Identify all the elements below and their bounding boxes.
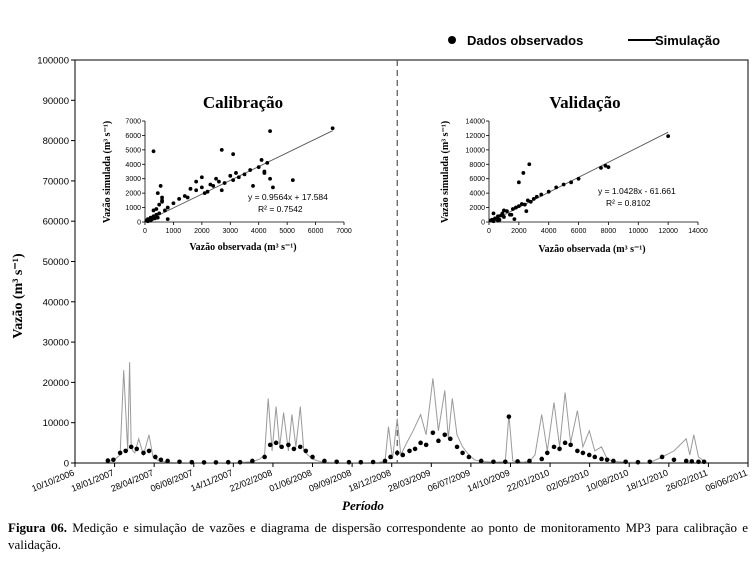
observed-point — [118, 451, 123, 456]
observed-point — [129, 445, 134, 450]
inset-calibration-scatter-point — [189, 187, 193, 191]
observed-point — [424, 443, 429, 448]
inset-calibration-scatter-point — [177, 197, 181, 201]
observed-point — [159, 457, 164, 462]
observed-point — [689, 459, 694, 464]
inset-calibration-y-tick-label: 3000 — [125, 176, 141, 184]
inset-calibration-scatter-point — [206, 190, 210, 194]
observed-point — [177, 459, 182, 464]
inset-calibration-scatter-point — [243, 172, 247, 176]
main-plot-frame — [75, 60, 748, 463]
main-x-tick-label: 06/06/2011 — [703, 467, 749, 494]
inset-calibration-scatter-point — [166, 206, 170, 210]
inset-calibration-scatter-point — [217, 180, 221, 184]
inset-calibration-x-tick-label: 4000 — [250, 228, 267, 235]
legend-observed-label: Dados observados — [467, 33, 584, 48]
inset-calibration-y-tick-label: 2000 — [125, 190, 141, 198]
observed-point — [672, 457, 677, 462]
inset-validation-y-label: Vazão simulada (m³ s⁻¹) — [440, 120, 451, 224]
inset-calibration-y-tick-label: 1000 — [125, 205, 141, 213]
observed-point — [467, 455, 472, 460]
main-y-axis-label: Vazão (m³ s⁻¹) — [11, 253, 26, 339]
observed-point — [696, 459, 701, 464]
main-x-tick-label: 22/01/2010 — [505, 467, 551, 494]
inset-calibration-x-tick-label: 2000 — [194, 228, 210, 235]
inset-validation-scatter-point — [539, 193, 543, 197]
inset-validation-scatter-point — [512, 217, 516, 221]
main-x-tick-label: 10/08/2010 — [584, 467, 630, 494]
inset-validation-scatter-point — [577, 177, 581, 181]
inset-calibration-x-label: Vazão observada (m³ s⁻¹) — [189, 242, 297, 253]
inset-validation-x-tick-label: 2000 — [511, 228, 527, 235]
legend — [448, 33, 720, 48]
inset-calibration-scatter-point — [234, 171, 238, 175]
observed-point — [648, 459, 653, 464]
inset-validation-scatter-point — [547, 190, 551, 194]
main-x-axis-label: Período — [342, 498, 384, 513]
main-y-tick-label: 60000 — [42, 216, 69, 228]
inset-calibration-scatter-point — [160, 196, 164, 200]
inset-validation-x-tick-label: 6000 — [570, 228, 587, 235]
inset-validation-y-tick-label: 4000 — [469, 190, 485, 198]
main-y-tick-label: 20000 — [42, 377, 69, 389]
main-x-axis — [30, 463, 749, 494]
inset-calibration-scatter-point — [220, 188, 224, 192]
inset-calibration-scatter-point — [231, 178, 235, 182]
main-y-tick-label: 10000 — [42, 418, 69, 430]
observed-point — [460, 451, 465, 456]
main-x-tick-label: 18/01/2007 — [69, 467, 116, 494]
inset-validation-r2: R² = 0.8102 — [606, 198, 651, 208]
inset-calibration — [102, 93, 352, 253]
inset-validation-scatter-point — [524, 209, 528, 213]
observed-point — [431, 430, 436, 435]
main-y-tick-label: 70000 — [42, 176, 69, 188]
observed-point — [507, 414, 512, 419]
inset-calibration-title: Calibração — [202, 93, 284, 112]
inset-calibration-scatter-point — [156, 216, 160, 220]
inset-validation-scatter-point — [554, 185, 558, 189]
inset-validation-scatter-point — [535, 195, 539, 199]
inset-calibration-scatter-point — [157, 203, 161, 207]
observed-point — [455, 445, 460, 450]
inset-calibration-scatter-point — [159, 184, 163, 188]
observed-point — [214, 460, 219, 465]
inset-validation-scatter-point — [562, 183, 566, 187]
observed-point — [134, 447, 139, 452]
observed-point — [153, 455, 158, 460]
observed-point — [581, 451, 586, 456]
observed-point — [527, 459, 532, 464]
main-x-tick-label: 14/10/2009 — [465, 467, 512, 494]
observed-point — [599, 457, 604, 462]
observed-point — [310, 455, 315, 460]
observed-point — [702, 459, 707, 464]
inset-calibration-y-tick-label: 0 — [137, 219, 141, 227]
inset-validation-scatter-point — [666, 134, 670, 138]
observed-point — [334, 459, 339, 464]
observed-point — [371, 460, 376, 465]
inset-calibration-scatter-point — [271, 185, 275, 189]
inset-validation-scatter-point — [607, 165, 611, 169]
inset-calibration-x-tick-label: 0 — [143, 228, 147, 235]
observed-point — [388, 455, 393, 460]
inset-validation-scatter-point — [517, 180, 521, 184]
observed-point — [636, 460, 641, 465]
inset-validation-y-tick-label: 10000 — [465, 147, 485, 155]
inset-calibration-scatter-point — [149, 219, 153, 223]
observed-point — [292, 447, 297, 452]
inset-calibration-x-tick-label: 6000 — [307, 228, 324, 235]
caption-text: Medição e simulação de vazões e diagrama de dispersão correspondente ao ponto de monitoramento MP3 para calibração e validação. — [8, 520, 748, 552]
figure-caption — [8, 519, 748, 553]
simulated-series-line — [108, 362, 704, 462]
main-x-tick-label: 14/11/2007 — [189, 467, 235, 494]
inset-calibration-x-tick-label: 5000 — [279, 228, 295, 235]
inset-calibration-y-tick-label: 4000 — [125, 161, 141, 169]
observed-point — [568, 443, 573, 448]
main-x-tick-label: 28/03/2009 — [386, 467, 433, 494]
inset-calibration-scatter-point — [257, 165, 261, 169]
observed-point — [479, 459, 484, 464]
main-x-tick-label: 28/04/2007 — [109, 467, 155, 494]
main-x-tick-label: 09/09/2008 — [307, 467, 353, 494]
main-y-tick-label: 100000 — [37, 55, 69, 67]
observed-point — [592, 455, 597, 460]
observed-point — [407, 449, 412, 454]
inset-validation-scatter-point — [492, 211, 496, 215]
inset-validation-x-tick-label: 12000 — [658, 228, 678, 235]
main-x-tick-label: 26/02/2011 — [664, 467, 710, 494]
inset-calibration-x-tick-label: 7000 — [336, 228, 352, 235]
main-y-tick-label: 40000 — [42, 297, 69, 309]
observed-point — [106, 458, 111, 463]
caption-label: Figura 06. — [8, 520, 68, 535]
main-x-tick-label: 18/11/2010 — [624, 467, 670, 494]
inset-calibration-scatter-point — [237, 175, 241, 179]
inset-validation-x-tick-label: 4000 — [540, 228, 557, 235]
inset-calibration-scatter-point — [251, 184, 255, 188]
inset-calibration-scatter-point — [160, 200, 164, 204]
observed-point — [395, 451, 400, 456]
observed-point — [383, 459, 388, 464]
observed-point — [563, 441, 568, 446]
inset-calibration-r2: R² = 0.7542 — [258, 204, 303, 214]
inset-calibration-x-tick-label: 3000 — [222, 228, 239, 235]
observed-point — [442, 432, 447, 437]
inset-validation-y-tick-label: 12000 — [465, 132, 485, 140]
observed-point — [274, 441, 279, 446]
inset-validation-y-tick-label: 0 — [481, 219, 485, 227]
inset-validation-scatter-point — [527, 162, 531, 166]
inset-calibration-scatter-point — [194, 188, 198, 192]
observed-point — [503, 459, 508, 464]
inset-validation-x-tick-label: 0 — [487, 228, 491, 235]
inset-calibration-y-tick-label: 6000 — [125, 132, 141, 140]
inset-validation-y-tick-label: 8000 — [469, 161, 485, 169]
observed-point — [436, 439, 441, 444]
main-x-tick-label: 22/02/2008 — [228, 467, 274, 494]
main-x-tick-label: 06/08/2007 — [149, 467, 195, 494]
observed-point — [141, 451, 146, 456]
observed-point — [552, 445, 557, 450]
inset-calibration-scatter-point — [231, 152, 235, 156]
inset-validation-x-tick-label: 14000 — [688, 228, 708, 235]
inset-validation-scatter-point — [569, 180, 573, 184]
main-plot-area — [75, 60, 748, 465]
observed-point — [202, 460, 207, 465]
inset-calibration-scatter-point — [156, 191, 160, 195]
main-y-tick-label: 80000 — [42, 136, 69, 148]
inset-calibration-scatter-point — [223, 181, 227, 185]
inset-calibration-scatter-point — [228, 174, 232, 178]
observed-point — [557, 447, 562, 452]
inset-calibration-y-label: Vazão simulada (m³ s⁻¹) — [102, 120, 113, 224]
observed-point — [262, 455, 267, 460]
observed-point — [515, 459, 520, 464]
main-x-tick-label: 06/07/2009 — [426, 467, 472, 494]
inset-validation-title: Validação — [549, 93, 621, 112]
inset-calibration-scatter-point — [260, 158, 264, 162]
inset-calibration-scatter-point — [220, 148, 224, 152]
main-y-tick-label: 0 — [63, 458, 69, 470]
observed-point — [303, 449, 308, 454]
inset-calibration-scatter-point — [163, 209, 167, 213]
observed-point — [226, 460, 231, 465]
inset-calibration-scatter-point — [331, 126, 335, 130]
inset-calibration-y-tick-label: 5000 — [125, 147, 141, 155]
observed-point — [111, 457, 116, 462]
observed-point — [268, 443, 273, 448]
inset-calibration-scatter-point — [268, 129, 272, 133]
inset-validation-scatter-point — [599, 166, 603, 170]
inset-calibration-x-tick-label: 1000 — [165, 228, 182, 235]
observed-point — [545, 451, 550, 456]
inset-calibration-scatter-point — [214, 177, 218, 181]
inset-validation-equation: y = 1.0428x - 61.661 — [598, 186, 676, 196]
observed-point — [575, 449, 580, 454]
observed-point — [587, 453, 592, 458]
inset-calibration-scatter-point — [166, 217, 170, 221]
inset-validation-x-tick-label: 8000 — [600, 228, 617, 235]
observed-point — [250, 459, 255, 464]
inset-validation-scatter-point — [496, 219, 500, 223]
observed-point — [611, 459, 616, 464]
observed-point — [418, 441, 423, 446]
inset-validation-scatter-point — [523, 203, 527, 207]
inset-calibration-scatter-point — [200, 185, 204, 189]
observed-point — [359, 460, 364, 465]
inset-calibration-scatter-point — [186, 196, 190, 200]
observed-point — [400, 453, 405, 458]
observed-point — [605, 457, 610, 462]
inset-calibration-scatter-point — [268, 177, 272, 181]
main-x-tick-label: 01/06/2008 — [267, 467, 314, 494]
inset-validation-scatter-point — [529, 200, 533, 204]
inset-validation-y-tick-label: 14000 — [465, 118, 485, 126]
main-y-tick-label: 90000 — [42, 95, 69, 107]
legend-simulated-label: Simulação — [655, 33, 721, 48]
main-y-tick-label: 30000 — [42, 337, 69, 349]
observed-point — [123, 449, 128, 454]
observed-point — [279, 445, 284, 450]
inset-calibration-scatter-point — [263, 170, 267, 174]
inset-calibration-equation: y = 0.9564x + 17.584 — [248, 192, 328, 202]
inset-calibration-scatter-point — [194, 180, 198, 184]
legend-observed-marker — [448, 36, 456, 44]
inset-validation-x-tick-label: 10000 — [628, 228, 649, 235]
observed-point — [539, 457, 544, 462]
observed-point — [298, 445, 303, 450]
observed-point — [286, 443, 291, 448]
inset-validation — [440, 93, 708, 255]
observed-point — [347, 460, 352, 465]
inset-validation-scatter-point — [502, 209, 506, 213]
observed-point — [491, 459, 496, 464]
observed-point — [660, 455, 665, 460]
inset-validation-y-tick-label: 2000 — [469, 205, 485, 213]
inset-validation-scatter-point — [521, 171, 525, 175]
inset-validation-scatter-point — [509, 213, 513, 217]
inset-calibration-y-tick-label: 7000 — [125, 118, 141, 126]
observed-point — [238, 460, 243, 465]
inset-calibration-scatter-point — [157, 211, 161, 215]
observed-point — [147, 449, 152, 454]
inset-calibration-scatter-point — [172, 201, 176, 205]
main-x-tick-label: 18/12/2008 — [346, 467, 393, 494]
inset-validation-scatter-point — [502, 215, 506, 219]
observed-point — [413, 447, 418, 452]
main-y-tick-label: 50000 — [42, 257, 69, 268]
main-y-axis — [37, 56, 75, 470]
inset-calibration-scatter-point — [154, 207, 158, 211]
inset-validation-x-label: Vazão observada (m³ s⁻¹) — [538, 244, 646, 255]
inset-calibration-scatter-point — [211, 184, 215, 188]
observed-point — [448, 437, 453, 442]
observed-point — [684, 459, 689, 464]
inset-calibration-scatter-point — [152, 149, 156, 153]
inset-validation-y-tick-label: 6000 — [469, 176, 485, 184]
inset-calibration-scatter-point — [248, 168, 252, 172]
observed-point — [322, 459, 327, 464]
inset-calibration-scatter-point — [291, 178, 295, 182]
inset-calibration-scatter-point — [265, 161, 269, 165]
main-x-tick-label: 02/05/2010 — [544, 467, 591, 494]
observed-point — [623, 459, 628, 464]
inset-calibration-scatter-point — [200, 175, 204, 179]
observed-point — [165, 459, 170, 464]
main-x-tick-label: 10/10/2006 — [30, 467, 76, 494]
